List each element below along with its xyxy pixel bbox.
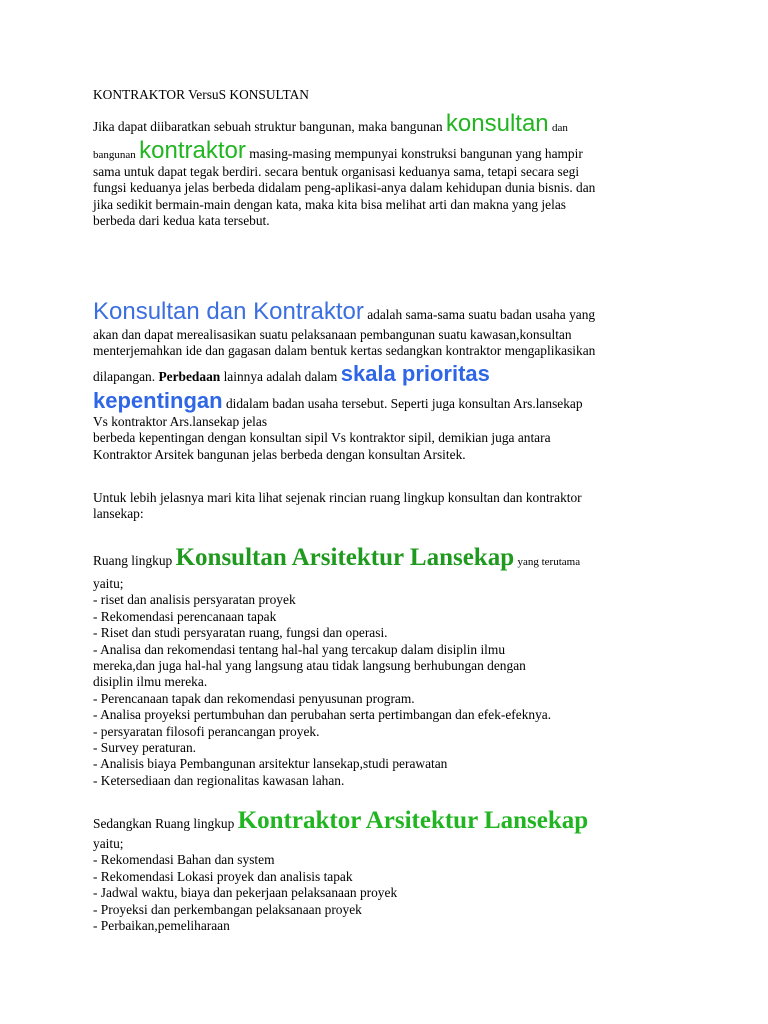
comparison-paragraph: Konsultan dan Kontraktor adalah sama-sama suatu badan usaha yang akan dan dapat merealisasikan suatu pelaksanaan pembangunan suatu kawasan,konsultan menterjemahkan ide dan gagasan dalam bentuk kertas sedangkan kontraktor mengaplikasikan dilapangan. Perbedaan lainnya adalah dalam skala prioritas kepentingan didalam badan usaha tersebut. Seperti juga konsultan Ars.lansekap Vs kontraktor Ars.lansekap jelas berbeda kepentingan dengan konsultan sipil Vs kontraktor sipil, demikian juga antara Kontraktor Arsitek bangunan jelas berbeda dengan konsultan Arsitek. (93, 298, 596, 462)
list-item: - Rekomendasi Lokasi proyek dan analisis tapak (93, 868, 353, 884)
keyword-konsultan-dan-kontraktor: Konsultan dan Kontraktor (93, 298, 364, 325)
list-item: - Analisa dan rekomendasi tentang hal-hal yang tercakup dalam disiplin ilmu (93, 641, 506, 657)
list-item: - Jadwal waktu, biaya dan pekerjaan pelaksanaan proyek (93, 885, 398, 901)
scope-intro-paragraph: Untuk lebih jelasnya mari kita lihat sejenak rincian ruang lingkup konsultan dan kontraktor lansekap: (93, 490, 582, 522)
list-item: disiplin ilmu mereka. (93, 674, 208, 690)
document-title: KONTRAKTOR VersuS KONSULTAN (93, 87, 309, 102)
contractor-scope-list (93, 852, 683, 934)
keyword-konsultan: konsultan (445, 110, 549, 137)
list-item: - Analisis biaya Pembangunan arsitektur lansekap,studi perawatan (93, 756, 448, 772)
heading-konsultan-arsitektur-lansekap: Konsultan Arsitektur Lansekap (175, 544, 515, 571)
contractor-scope-section: Sedangkan Ruang lingkup Kontraktor Arsitektur Lansekap yaitu; - Rekomendasi Bahan dan system - Rekomendasi Lokasi proyek dan analisis tapak - Jadwal waktu, biaya dan pekerjaan pelaksanaan proyek - Proyeksi dan perkembangan pelaksanaan proyek - Perbaikan,pemeliharaan (93, 806, 683, 934)
list-item: - Rekomendasi Bahan dan system (93, 852, 275, 868)
list-item: mereka,dan juga hal-hal yang langsung atau tidak langsung berhubungan dengan (93, 658, 526, 674)
consultant-scope-section: Ruang lingkup Konsultan Arsitektur Lansekap yang terutama yaitu; - riset dan analisis persyaratan proyek - Rekomendasi perencanaan tapak - Riset dan studi persyaratan ruang, fungsi dan operasi. - Analisa dan rekomendasi tentang hal-hal yang tercakup dalam disiplin ilmu mereka,dan juga hal-hal yang langsung atau tidak langsung berhubungan dengan disiplin ilmu mereka. - Perencanaan tapak dan rekomendasi penyusunan program. - Analisa proyeksi pertumbuhan dan perubahan serta pertimbangan dan efek-efeknya. - persyaratan filosofi perancangan proyek. - Survey peraturan. - Analisis biaya Pembangunan arsitektur lansekap,studi perawatan - Ketersediaan dan regionalitas kawasan lahan. (93, 540, 683, 789)
heading-kontraktor-arsitektur-lansekap: Kontraktor Arsitektur Lansekap (237, 807, 589, 834)
list-item: - Analisa proyeksi pertumbuhan dan perubahan serta pertimbangan dan efek-efeknya. (93, 707, 552, 723)
list-item: - Perbaikan,pemeliharaan (93, 918, 230, 934)
list-item: - Proyeksi dan perkembangan pelaksanaan proyek (93, 901, 362, 917)
list-item: - Ketersediaan dan regionalitas kawasan lahan. (93, 772, 345, 788)
list-item: - persyaratan filosofi perancangan proyek. (93, 723, 320, 739)
keyword-kontraktor: kontraktor (139, 137, 246, 164)
list-item: - Perencanaan tapak dan rekomendasi penyusunan program. (93, 690, 415, 706)
list-item: - riset dan analisis persyaratan proyek (93, 592, 296, 608)
list-item: - Rekomendasi perencanaan tapak (93, 608, 277, 624)
keyword-skala-prioritas: skala prioritas (340, 360, 490, 386)
bold-perbedaan: Perbedaan (158, 368, 221, 384)
list-item: - Survey peraturan. (93, 740, 196, 756)
consultant-scope-list (93, 592, 683, 789)
list-item: - Riset dan studi persyaratan ruang, fungsi dan operasi. (93, 625, 388, 641)
keyword-kepentingan: kepentingan (93, 387, 223, 413)
intro-paragraph: Jika dapat diibaratkan sebuah struktur bangunan, maka bangunan konsultan dan bangunan kontraktor masing-masing mempunyai konstruksi bangunan yang hampir sama untuk dapat tegak berdiri. secara bentuk organisasi keduanya sama, tetapi secara segi fungsi keduanya jelas berbeda didalam peng-aplikasi-anya dalam kehidupan dunia bisnis. dan jika sedikit bermain-main dengan kata, maka kita bisa melihat arti dan makna yang jelas berbeda dari kedua kata tersebut. (93, 110, 596, 229)
